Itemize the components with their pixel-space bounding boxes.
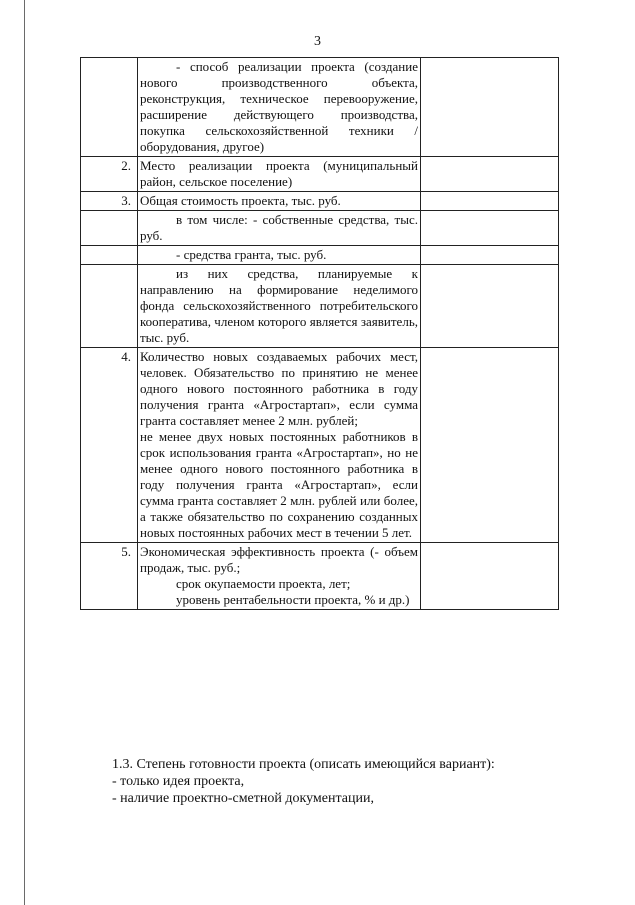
row-value[interactable] — [421, 192, 559, 211]
row-value[interactable] — [421, 157, 559, 192]
row-text: - способ реализации проекта (создание нового производственного объекта, реконструкция, техническое перевооружение, расширение действующего производства, покупка сельскохозяйственной техники / оборудования, другое) — [138, 58, 421, 157]
row-text-part: не менее двух новых постоянных работников в срок использования гранта «Агростартап», но не менее одного нового постоянного работника в году получения гранта «Агростартап», если сумма гранта составляет 2 млн. рублей или более, а также обязательство по сохранению созданных новых постоянных рабочих мест в течении 5 лет. — [140, 429, 418, 540]
table-row — [81, 58, 559, 157]
row-value[interactable] — [421, 58, 559, 157]
row-text: Общая стоимость проекта, тыс. руб. — [138, 192, 421, 211]
row-value[interactable] — [421, 211, 559, 246]
row-text-part: уровень рентабельности проекта, % и др.) — [176, 592, 410, 607]
row-text: Место реализации проекта (муниципальный район, сельское поселение) — [138, 157, 421, 192]
table-row — [81, 246, 559, 265]
readiness-heading: 1.3. Степень готовности проекта (описать имеющийся вариант): — [112, 757, 495, 772]
table-row — [81, 192, 559, 211]
table-row — [81, 157, 559, 192]
row-text-part: Количество новых создаваемых рабочих мест, человек. Обязательство по принятию не менее одного нового постоянного работника в году получения гранта «Агростартап», если сумма гранта составляет менее 2 млн. рублей; — [140, 349, 418, 428]
table-row — [81, 348, 559, 543]
row-text-part: Экономическая эффективность проекта (- объем продаж, тыс. руб.; — [140, 544, 418, 575]
readiness-option: - только идея проекта, — [112, 774, 245, 789]
row-number — [81, 211, 138, 246]
readiness-section — [112, 756, 552, 807]
row-text: в том числе: - собственные средства, тыс. руб. — [138, 211, 421, 246]
table-row — [81, 265, 559, 348]
page-left-border — [24, 0, 25, 905]
row-value[interactable] — [421, 348, 559, 543]
application-table — [80, 57, 559, 610]
row-number — [81, 58, 138, 157]
row-text — [138, 543, 421, 610]
row-value[interactable] — [421, 265, 559, 348]
row-number: 5. — [81, 543, 138, 610]
row-number: 3. — [81, 192, 138, 211]
row-text-part: срок окупаемости проекта, лет; — [176, 576, 351, 591]
row-text: - средства гранта, тыс. руб. — [138, 246, 421, 265]
row-number — [81, 246, 138, 265]
row-number — [81, 265, 138, 348]
row-text — [138, 348, 421, 543]
row-text: из них средства, планируемые к направлению на формирование неделимого фонда сельскохозяйственного потребительского кооператива, членом которого является заявитель, тыс. руб. — [138, 265, 421, 348]
row-value[interactable] — [421, 246, 559, 265]
row-value[interactable] — [421, 543, 559, 610]
readiness-option: - наличие проектно-сметной документации, — [112, 791, 374, 806]
row-number: 4. — [81, 348, 138, 543]
table-row — [81, 543, 559, 610]
table-row — [81, 211, 559, 246]
page-number: 3 — [314, 34, 321, 49]
row-number: 2. — [81, 157, 138, 192]
